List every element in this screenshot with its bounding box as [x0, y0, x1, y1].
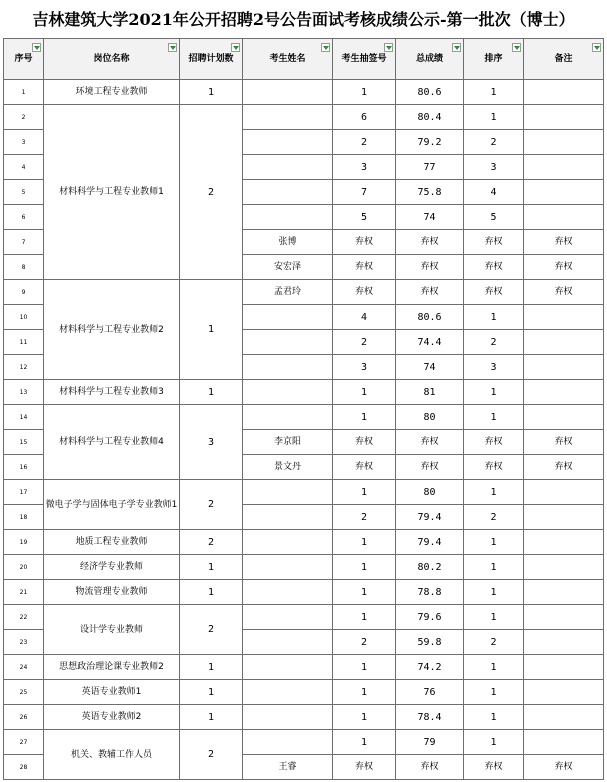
cell-rank[interactable]: 1: [464, 480, 524, 505]
header-name[interactable]: 考生姓名: [243, 39, 333, 80]
cell-lot[interactable]: 3: [333, 355, 396, 380]
cell-lot[interactable]: 1: [333, 405, 396, 430]
cell-lot[interactable]: 1: [333, 380, 396, 405]
header-lot[interactable]: 考生抽签号: [333, 39, 396, 80]
cell-quota[interactable]: 1: [180, 580, 243, 605]
dropdown-filter-icon[interactable]: [321, 43, 330, 52]
cell-name[interactable]: [243, 705, 333, 730]
cell-note[interactable]: [524, 330, 604, 355]
cell-index[interactable]: 9: [4, 280, 44, 305]
cell-name[interactable]: 安宏泽: [243, 255, 333, 280]
cell-name[interactable]: [243, 530, 333, 555]
cell-name[interactable]: [243, 355, 333, 380]
cell-note[interactable]: 弃权: [524, 230, 604, 255]
cell-name[interactable]: [243, 380, 333, 405]
cell-quota[interactable]: 3: [180, 405, 243, 480]
cell-rank[interactable]: 3: [464, 355, 524, 380]
cell-score[interactable]: 59.8: [396, 630, 464, 655]
cell-lot[interactable]: 弃权: [333, 455, 396, 480]
cell-rank[interactable]: 1: [464, 580, 524, 605]
cell-index[interactable]: 15: [4, 430, 44, 455]
table-row: [4, 530, 604, 555]
cell-note[interactable]: [524, 730, 604, 755]
cell-score[interactable]: 77: [396, 155, 464, 180]
cell-note[interactable]: 弃权: [524, 455, 604, 480]
cell-index[interactable]: 1: [4, 80, 44, 105]
cell-index[interactable]: 18: [4, 505, 44, 530]
cell-lot[interactable]: 2: [333, 630, 396, 655]
cell-rank[interactable]: 1: [464, 405, 524, 430]
cell-note[interactable]: [524, 205, 604, 230]
cell-index[interactable]: 14: [4, 405, 44, 430]
cell-index[interactable]: 17: [4, 480, 44, 505]
cell-index[interactable]: 22: [4, 605, 44, 630]
cell-quota[interactable]: 1: [180, 80, 243, 105]
cell-name[interactable]: [243, 105, 333, 130]
cell-position[interactable]: 微电子学与固体电子学专业教师1: [44, 480, 180, 530]
cell-note[interactable]: [524, 680, 604, 705]
cell-rank[interactable]: 2: [464, 505, 524, 530]
header-quota[interactable]: 招聘计划数: [180, 39, 243, 80]
cell-note[interactable]: [524, 305, 604, 330]
cell-score[interactable]: 80: [396, 480, 464, 505]
table-row: [4, 480, 604, 505]
cell-lot[interactable]: 4: [333, 305, 396, 330]
table-row: [4, 605, 604, 630]
cell-index[interactable]: 3: [4, 130, 44, 155]
cell-index[interactable]: 24: [4, 655, 44, 680]
cell-score[interactable]: 75.8: [396, 180, 464, 205]
cell-rank[interactable]: 1: [464, 555, 524, 580]
cell-name[interactable]: 王睿: [243, 755, 333, 780]
cell-name[interactable]: [243, 305, 333, 330]
cell-score[interactable]: 80.6: [396, 80, 464, 105]
header-index[interactable]: 序号: [4, 39, 44, 80]
cell-score[interactable]: 74.2: [396, 655, 464, 680]
table-row: [4, 105, 604, 130]
cell-rank[interactable]: 弃权: [464, 430, 524, 455]
cell-quota[interactable]: 2: [180, 480, 243, 530]
cell-score[interactable]: 弃权: [396, 280, 464, 305]
cell-note[interactable]: [524, 105, 604, 130]
cell-name[interactable]: [243, 580, 333, 605]
cell-index[interactable]: 5: [4, 180, 44, 205]
cell-lot[interactable]: 2: [333, 130, 396, 155]
cell-quota[interactable]: 2: [180, 730, 243, 780]
cell-name[interactable]: [243, 180, 333, 205]
dropdown-filter-icon[interactable]: [168, 43, 177, 52]
table-row: [4, 680, 604, 705]
cell-position[interactable]: 经济学专业教师: [44, 555, 180, 580]
cell-name[interactable]: [243, 155, 333, 180]
cell-rank[interactable]: 1: [464, 380, 524, 405]
cell-note[interactable]: [524, 405, 604, 430]
cell-position[interactable]: 环境工程专业教师: [44, 80, 180, 105]
cell-name[interactable]: [243, 655, 333, 680]
cell-note[interactable]: 弃权: [524, 280, 604, 305]
cell-score[interactable]: 78.8: [396, 580, 464, 605]
dropdown-filter-icon[interactable]: [231, 43, 240, 52]
cell-lot[interactable]: 1: [333, 605, 396, 630]
cell-lot[interactable]: 弃权: [333, 255, 396, 280]
cell-lot[interactable]: 2: [333, 330, 396, 355]
cell-lot[interactable]: 2: [333, 505, 396, 530]
cell-rank[interactable]: 1: [464, 530, 524, 555]
cell-rank[interactable]: 1: [464, 305, 524, 330]
cell-index[interactable]: 16: [4, 455, 44, 480]
cell-position[interactable]: 英语专业教师1: [44, 680, 180, 705]
cell-position[interactable]: 物流管理专业教师: [44, 580, 180, 605]
cell-index[interactable]: 23: [4, 630, 44, 655]
cell-index[interactable]: 25: [4, 680, 44, 705]
cell-position[interactable]: 机关、教辅工作人员: [44, 730, 180, 780]
cell-position[interactable]: 材料科学与工程专业教师1: [44, 105, 180, 280]
table-row: [4, 405, 604, 430]
cell-rank[interactable]: 1: [464, 80, 524, 105]
cell-quota[interactable]: 1: [180, 555, 243, 580]
header-rank[interactable]: 排序: [464, 39, 524, 80]
cell-index[interactable]: 28: [4, 755, 44, 780]
cell-name[interactable]: [243, 480, 333, 505]
cell-note[interactable]: [524, 605, 604, 630]
cell-index[interactable]: 21: [4, 580, 44, 605]
cell-quota[interactable]: 1: [180, 680, 243, 705]
cell-lot[interactable]: 1: [333, 655, 396, 680]
cell-note[interactable]: [524, 580, 604, 605]
cell-lot[interactable]: 1: [333, 730, 396, 755]
cell-name[interactable]: [243, 130, 333, 155]
cell-index[interactable]: 27: [4, 730, 44, 755]
cell-lot[interactable]: 弃权: [333, 755, 396, 780]
table-row: [4, 730, 604, 755]
cell-quota[interactable]: 2: [180, 605, 243, 655]
cell-note[interactable]: [524, 380, 604, 405]
cell-score[interactable]: 79.4: [396, 530, 464, 555]
cell-lot[interactable]: 1: [333, 680, 396, 705]
cell-quota[interactable]: 1: [180, 280, 243, 380]
cell-note[interactable]: 弃权: [524, 255, 604, 280]
cell-index[interactable]: 26: [4, 705, 44, 730]
cell-index[interactable]: 4: [4, 155, 44, 180]
cell-rank[interactable]: 1: [464, 680, 524, 705]
header-note[interactable]: 备注: [524, 39, 604, 80]
cell-index[interactable]: 6: [4, 205, 44, 230]
cell-index[interactable]: 8: [4, 255, 44, 280]
cell-score[interactable]: 74: [396, 205, 464, 230]
cell-rank[interactable]: 弃权: [464, 755, 524, 780]
cell-score[interactable]: 80: [396, 405, 464, 430]
cell-score[interactable]: 80.4: [396, 105, 464, 130]
cell-note[interactable]: 弃权: [524, 755, 604, 780]
cell-score[interactable]: 80.2: [396, 555, 464, 580]
cell-lot[interactable]: 弃权: [333, 280, 396, 305]
cell-note[interactable]: [524, 530, 604, 555]
cell-index[interactable]: 7: [4, 230, 44, 255]
cell-name[interactable]: [243, 405, 333, 430]
cell-note[interactable]: [524, 355, 604, 380]
table-row: [4, 80, 604, 105]
cell-index[interactable]: 11: [4, 330, 44, 355]
cell-score[interactable]: 弃权: [396, 230, 464, 255]
cell-name[interactable]: [243, 555, 333, 580]
cell-score[interactable]: 79.6: [396, 605, 464, 630]
cell-lot[interactable]: 弃权: [333, 430, 396, 455]
cell-index[interactable]: 10: [4, 305, 44, 330]
cell-rank[interactable]: 3: [464, 155, 524, 180]
cell-score[interactable]: 80.6: [396, 305, 464, 330]
cell-note[interactable]: [524, 555, 604, 580]
cell-name[interactable]: [243, 680, 333, 705]
table-row: [4, 655, 604, 680]
cell-score[interactable]: 74.4: [396, 330, 464, 355]
cell-index[interactable]: 12: [4, 355, 44, 380]
cell-position[interactable]: 思想政治理论课专业教师2: [44, 655, 180, 680]
cell-name[interactable]: [243, 605, 333, 630]
cell-position[interactable]: 材料科学与工程专业教师4: [44, 405, 180, 480]
cell-name[interactable]: 景文丹: [243, 455, 333, 480]
cell-note[interactable]: [524, 130, 604, 155]
cell-lot[interactable]: 1: [333, 80, 396, 105]
cell-position[interactable]: 材料科学与工程专业教师2: [44, 280, 180, 380]
cell-lot[interactable]: 1: [333, 480, 396, 505]
cell-note[interactable]: [524, 630, 604, 655]
cell-name[interactable]: 张博: [243, 230, 333, 255]
cell-note[interactable]: [524, 705, 604, 730]
cell-name[interactable]: [243, 330, 333, 355]
cell-lot[interactable]: 1: [333, 705, 396, 730]
cell-lot[interactable]: 1: [333, 530, 396, 555]
cell-note[interactable]: [524, 655, 604, 680]
cell-name[interactable]: [243, 730, 333, 755]
cell-score[interactable]: 弃权: [396, 430, 464, 455]
cell-name[interactable]: [243, 630, 333, 655]
cell-name[interactable]: [243, 80, 333, 105]
results-table: [3, 38, 604, 780]
cell-rank[interactable]: 1: [464, 705, 524, 730]
cell-position[interactable]: 地质工程专业教师: [44, 530, 180, 555]
cell-quota[interactable]: 2: [180, 105, 243, 280]
cell-index[interactable]: 19: [4, 530, 44, 555]
dropdown-filter-icon[interactable]: [512, 43, 521, 52]
dropdown-filter-icon[interactable]: [452, 43, 461, 52]
cell-rank[interactable]: 1: [464, 655, 524, 680]
cell-score[interactable]: 弃权: [396, 255, 464, 280]
dropdown-filter-icon[interactable]: [32, 43, 41, 52]
cell-score[interactable]: 76: [396, 680, 464, 705]
cell-position[interactable]: 材料科学与工程专业教师3: [44, 380, 180, 405]
cell-score[interactable]: 74: [396, 355, 464, 380]
cell-rank[interactable]: 4: [464, 180, 524, 205]
cell-score[interactable]: 弃权: [396, 755, 464, 780]
cell-index[interactable]: 2: [4, 105, 44, 130]
cell-rank[interactable]: 2: [464, 130, 524, 155]
cell-rank[interactable]: 5: [464, 205, 524, 230]
cell-note[interactable]: [524, 180, 604, 205]
dropdown-filter-icon[interactable]: [384, 43, 393, 52]
cell-quota[interactable]: 1: [180, 380, 243, 405]
cell-name[interactable]: 孟君玲: [243, 280, 333, 305]
table-row: [4, 705, 604, 730]
cell-position[interactable]: 英语专业教师2: [44, 705, 180, 730]
table-row: [4, 555, 604, 580]
cell-lot[interactable]: 弃权: [333, 230, 396, 255]
cell-score[interactable]: 79.2: [396, 130, 464, 155]
cell-score[interactable]: 弃权: [396, 455, 464, 480]
cell-note[interactable]: [524, 80, 604, 105]
cell-index[interactable]: 13: [4, 380, 44, 405]
cell-lot[interactable]: 6: [333, 105, 396, 130]
cell-index[interactable]: 20: [4, 555, 44, 580]
header-score[interactable]: 总成绩: [396, 39, 464, 80]
cell-score[interactable]: 79.4: [396, 505, 464, 530]
cell-quota[interactable]: 1: [180, 705, 243, 730]
cell-rank[interactable]: 弃权: [464, 455, 524, 480]
cell-lot[interactable]: 3: [333, 155, 396, 180]
cell-name[interactable]: [243, 205, 333, 230]
dropdown-filter-icon[interactable]: [592, 43, 601, 52]
header-row: [4, 39, 604, 80]
cell-lot[interactable]: 1: [333, 580, 396, 605]
cell-name[interactable]: [243, 505, 333, 530]
header-position[interactable]: 岗位名称: [44, 39, 180, 80]
cell-position[interactable]: 设计学专业教师: [44, 605, 180, 655]
table-row: [4, 280, 604, 305]
cell-rank[interactable]: 2: [464, 630, 524, 655]
cell-name[interactable]: 李京阳: [243, 430, 333, 455]
cell-quota[interactable]: 1: [180, 655, 243, 680]
cell-rank[interactable]: 弃权: [464, 230, 524, 255]
cell-quota[interactable]: 2: [180, 530, 243, 555]
cell-score[interactable]: 79: [396, 730, 464, 755]
cell-lot[interactable]: 7: [333, 180, 396, 205]
cell-rank[interactable]: 2: [464, 330, 524, 355]
table-row: [4, 580, 604, 605]
cell-rank[interactable]: 1: [464, 730, 524, 755]
cell-rank[interactable]: 弃权: [464, 280, 524, 305]
cell-lot[interactable]: 5: [333, 205, 396, 230]
cell-note[interactable]: 弃权: [524, 430, 604, 455]
cell-note[interactable]: [524, 480, 604, 505]
cell-lot[interactable]: 1: [333, 555, 396, 580]
cell-score[interactable]: 78.4: [396, 705, 464, 730]
cell-rank[interactable]: 1: [464, 605, 524, 630]
cell-rank[interactable]: 1: [464, 105, 524, 130]
cell-note[interactable]: [524, 505, 604, 530]
cell-note[interactable]: [524, 155, 604, 180]
cell-score[interactable]: 81: [396, 380, 464, 405]
cell-rank[interactable]: 弃权: [464, 255, 524, 280]
table-row: [4, 380, 604, 405]
page-title: 吉林建筑大学2021年公开招聘2号公告面试考核成绩公示-第一批次（博士）: [32, 9, 575, 29]
